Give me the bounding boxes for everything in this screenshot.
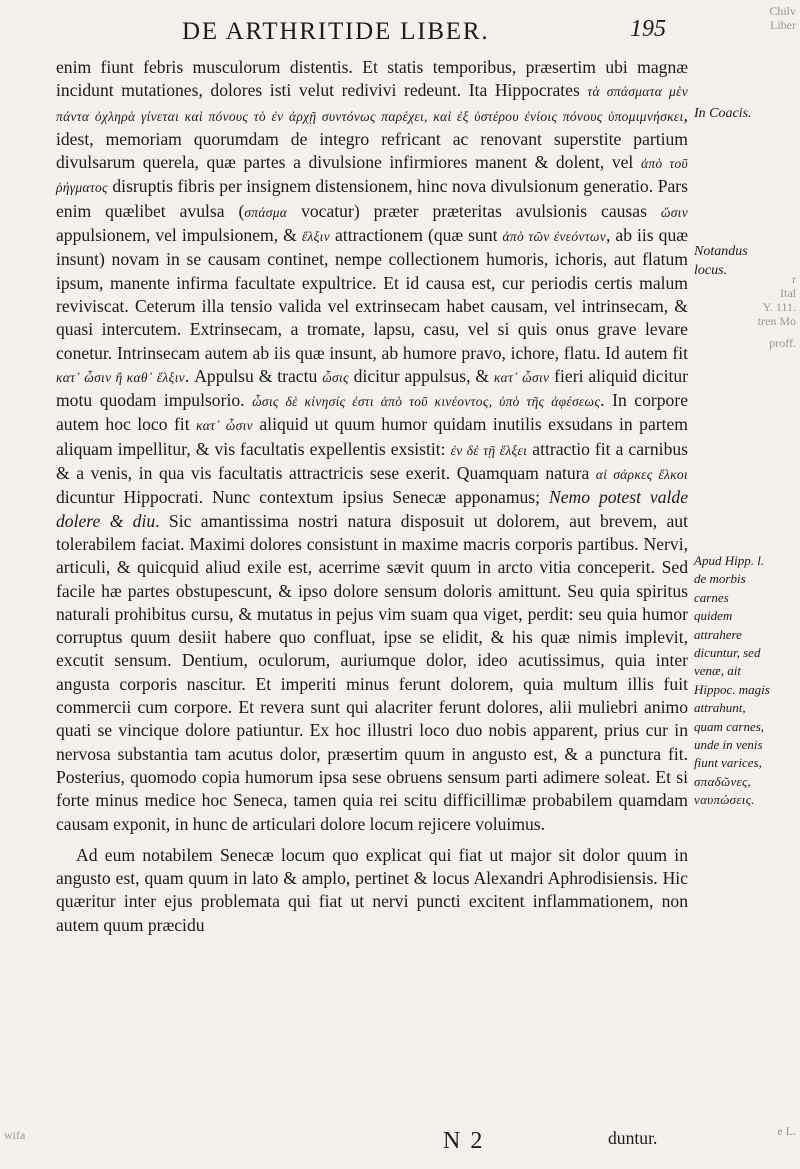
text-run: . In corpore autem hoc loco fit xyxy=(56,390,689,435)
greek-term: ὦσις xyxy=(322,369,349,385)
greek-term: ὥσιν xyxy=(660,204,688,220)
text-run: attractionem (quæ sunt xyxy=(330,225,503,246)
bleed-line: e L. xyxy=(777,1124,796,1138)
greek-quotation: ὦσις δὲ κίνησίς ἐστι ἀπὸ τοῦ κινέοντος, ὑπὸ τῆς ἀφέσεως xyxy=(252,394,601,410)
bleed-through-text xyxy=(726,336,796,366)
bleed-line: tren Mo xyxy=(757,314,796,328)
page-number: 195 xyxy=(630,16,666,42)
text-run: fieri aliquid dicitur motu quodam impulsorio. xyxy=(56,365,689,411)
bleed-through-text xyxy=(726,1124,796,1144)
bleed-line: Ital xyxy=(780,286,796,300)
bleed-line: proff. xyxy=(769,336,796,350)
greek-quotation: τὰ σπάσματα μὲν πάντα ὀχληρὰ γίνεται καὶ πόνους τὸ ἐν ἀρχῇ συντόνως παρέχει, καὶ ἐξ ὑστέρου ἐνίοις πόνους ὑπομιμνήσκει xyxy=(56,84,688,124)
marginal-note: In Coacis. xyxy=(694,106,752,121)
marginal-note xyxy=(694,552,770,810)
greek-term: αἱ σάρκες ἕλκοι xyxy=(595,467,688,483)
greek-term: κατ᾽ ὦσιν xyxy=(196,418,253,434)
greek-term: ἀπὸ τοῦ ῥήγματος xyxy=(56,156,688,196)
bleed-line: Y. 111. xyxy=(762,300,796,314)
text-run: , ab iis quæ insunt) novam in se causam continet, nempe collectionem humoris, ichoris, aut flatum ipsum, manente infirma facultate expultrice. Et id causa est, cur periodis certis malum reviviscat. Ceterum illa tensio valida vel extrinsecam habet causam, vel intrinsecam, & quasi intercutem. Extrinsecam, a tromate, lapsu, casu, vel si quis onus grave levare conetur. Intrinsecam autem ab iis quæ insunt, ab humore pravo, ichore, flatu. Id autem fit xyxy=(56,225,688,363)
bleed-line: r xyxy=(792,272,796,286)
signature-mark: N 2 xyxy=(443,1128,485,1154)
greek-term: κατ᾽ ὦσιν xyxy=(493,369,550,385)
seneca-quotation: Nemo potest valde dolere & diu xyxy=(56,487,688,531)
greek-term: ἀπὸ τῶν ἐνεόντων xyxy=(502,229,606,245)
greek-term: ἐν δὲ τῇ ἕλξει xyxy=(450,442,528,458)
paragraph: Ad eum notabilem Senecæ locum quo explicat qui fiat ut major sit dolor quum in angusto est, quam quum in lato & amplo, pertinet & locus Alexandri Aphrodisiensis. Hic quæritur inter ejus problemata qui fiat ut nervi puncti excitent inflammationem, non autem quum præcidu xyxy=(56,844,688,935)
text-run: enim fiunt febris musculorum distentis. Et statis temporibus, præsertim ubi magnæ incidunt mutationes, dolores isti velut redivivi redeunt. Ita Hippocrates xyxy=(56,57,688,101)
marginal-note-text: Apud Hipp. l. de morbis carnes quidem attrahere dicuntur, sed venæ, ait Hippoc. magis attrahunt, quam carnes, unde in venis fiunt varices, xyxy=(694,553,770,771)
text-run: , idest, memoriam quorumdam de integro refricant ac renovant superstite partium divulsarum querela, quæ partes a divulsione infirmiores manent & dolent, vel xyxy=(56,104,688,173)
text-run: disruptis fibris per insignem distensionem, hinc nova divulsionum generatio. Pars enim quælibet avulsa ( xyxy=(56,176,688,221)
greek-term: σπάσμα xyxy=(244,204,288,220)
bleed-line: Chilv xyxy=(769,4,796,18)
bleed-line: Liber xyxy=(770,18,796,32)
body-text xyxy=(56,56,688,937)
marginal-note: Notandus locus. xyxy=(694,244,748,278)
paragraph xyxy=(56,56,688,836)
greek-term: κατ᾽ ὦσιν ἢ καθ᾽ ἕλξιν xyxy=(56,369,185,385)
text-run: attractio fit a carnibus & a venis, in qua vis facultatis attractricis sese exerit. Quamquam natura xyxy=(56,438,689,484)
greek-term: σπαδῶνες, ναυπώσεις xyxy=(694,773,752,808)
text-run: appulsionem, vel impulsionem, & xyxy=(56,225,302,246)
text-run: vocatur) præter præteritas avulsionis causas xyxy=(287,200,661,221)
catchword: duntur. xyxy=(608,1128,658,1148)
greek-term: ἕλξιν xyxy=(301,229,331,245)
bleed-through-text xyxy=(726,272,796,332)
text-run: dicuntur Hippocrati. Nunc contextum ipsius Senecæ apponamus; xyxy=(56,487,549,508)
text-run: aliquid ut quum humor quidam inutilis exsudans in partem aliquam impellitur, & vis facultatis expellentis exsistit: xyxy=(56,414,688,459)
page-header xyxy=(0,12,800,52)
bleed-line: wifa xyxy=(4,1128,26,1142)
text-run: dicitur appulsus, & xyxy=(348,365,494,386)
text-run: . Appulsu & tractu xyxy=(184,365,323,386)
marginal-note-text: . xyxy=(751,792,755,808)
bleed-through-text xyxy=(4,1128,44,1148)
running-title: DE ARTHRITIDE LIBER. xyxy=(182,18,490,45)
text-run: . Sic amantissima nostri natura disposuit ut dolorem, aut brevem, aut tolerabilem faciat. Maximi dolores consistunt in maxime macris corporis partibus. Nervi, articuli, & quicquid aliud exile est, acerrime sævit quum in arcto vitia conceperit. Sed facile hæ partes obstupescunt, & ipso dolore sensum doloris amittunt. Seu quia spiritus naturali prohibitus cursu, & mutatus in pejus vim suam qua viget, perdit: seu quia humor corruptus quum desiit habere quo confluat, ipse se elidit, & his quæ nimis implevit, excutit sensum. Dentium, oculorum, auriumque dolor, ideo acutissimus, quia inter angusta corporis nascitur. Et imperiti minus ferunt dolorem, quia multum illis fuit commercii cum corpore. Et revera sunt qui alacriter ferunt dolores, alii muliebri animo quati se vincique dolore patiuntur. Ex hoc illustri loco duo nobis apparent, prius cur in nervosa substantia tam acutus dolor, præsertim quum in angusto est, & a punctura fit. Posterius, quomodo copia humorum ipsa sese obruens sensum parti adimere soleat. Et si forte minus medice hoc Seneca, tamen quia rei scitu difficillimæ probabilem quamdam causam exponit, in hunc de articulari dolore locum rejicere voluimus. xyxy=(56,510,688,834)
